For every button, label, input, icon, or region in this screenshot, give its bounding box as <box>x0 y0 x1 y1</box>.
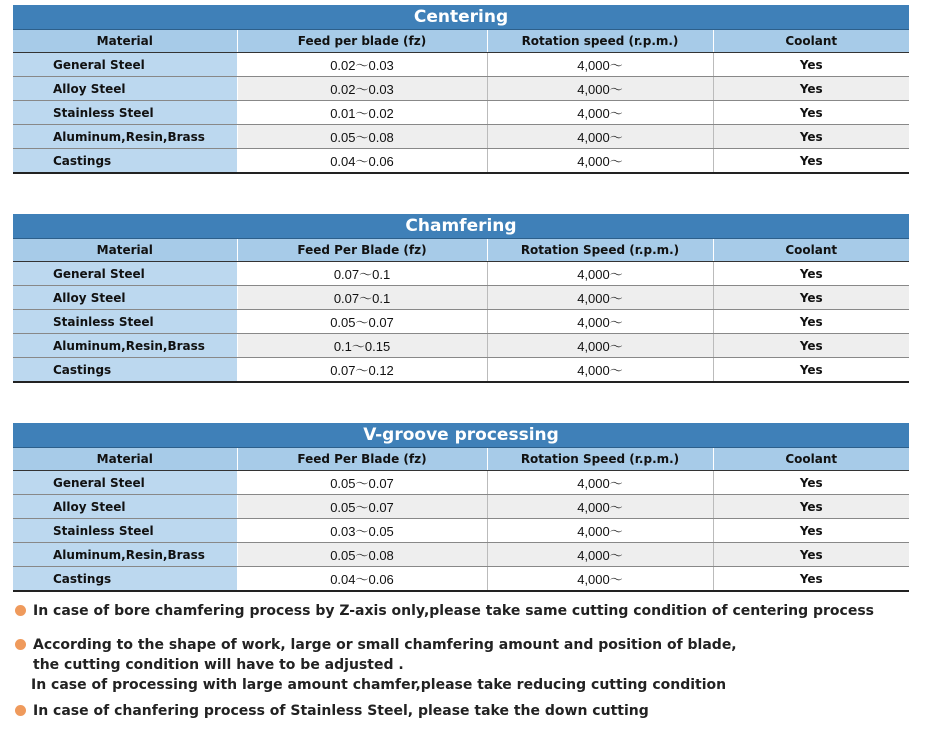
note-line: In case of bore chamfering process by Z-axis only,please take same cutting condition of centering process <box>33 603 874 619</box>
speed-cell: 4,000〜 <box>487 286 713 310</box>
header-row <box>13 30 909 53</box>
table-row <box>13 101 909 125</box>
speed-cell: 4,000〜 <box>487 262 713 286</box>
bullet-dot-icon <box>15 705 26 716</box>
material-cell: Alloy Steel <box>13 495 237 519</box>
table-row <box>13 310 909 334</box>
speed-cell: 4,000〜 <box>487 77 713 101</box>
material-cell: Castings <box>13 567 237 592</box>
coolant-cell: Yes <box>713 53 909 77</box>
material-cell: Stainless Steel <box>13 519 237 543</box>
coolant-cell: Yes <box>713 567 909 592</box>
material-header: Material <box>13 239 237 262</box>
speed-cell: 4,000〜 <box>487 101 713 125</box>
table-row <box>13 334 909 358</box>
material-header: Material <box>13 30 237 53</box>
material-cell: Alloy Steel <box>13 286 237 310</box>
coolant-cell: Yes <box>713 471 909 495</box>
table-row <box>13 519 909 543</box>
table-title: V-groove processing <box>13 423 909 448</box>
material-cell: Stainless Steel <box>13 101 237 125</box>
feed-cell: 0.05〜0.07 <box>237 471 487 495</box>
conditions-table <box>13 448 909 592</box>
speed-cell: 4,000〜 <box>487 471 713 495</box>
feed-header: Feed Per Blade (fz) <box>237 448 487 471</box>
feed-cell: 0.01〜0.02 <box>237 101 487 125</box>
conditions-table <box>13 239 909 383</box>
speed-cell: 4,000〜 <box>487 125 713 149</box>
centering-table-block <box>13 5 909 174</box>
feed-cell: 0.04〜0.06 <box>237 149 487 174</box>
feed-cell: 0.05〜0.07 <box>237 310 487 334</box>
speed-cell: 4,000〜 <box>487 310 713 334</box>
table-row <box>13 567 909 592</box>
table-row <box>13 262 909 286</box>
feed-cell: 0.07〜0.1 <box>237 286 487 310</box>
note-item <box>15 601 915 621</box>
material-cell: Aluminum,Resin,Brass <box>13 334 237 358</box>
table-row <box>13 358 909 383</box>
speed-cell: 4,000〜 <box>487 334 713 358</box>
coolant-cell: Yes <box>713 101 909 125</box>
feed-cell: 0.1〜0.15 <box>237 334 487 358</box>
table-row <box>13 77 909 101</box>
feed-cell: 0.02〜0.03 <box>237 53 487 77</box>
feed-cell: 0.05〜0.07 <box>237 495 487 519</box>
header-row <box>13 239 909 262</box>
note-item <box>15 701 915 721</box>
material-cell: Aluminum,Resin,Brass <box>13 543 237 567</box>
material-cell: Castings <box>13 149 237 174</box>
feed-cell: 0.02〜0.03 <box>237 77 487 101</box>
chamfering-table-block <box>13 214 909 383</box>
coolant-header: Coolant <box>713 239 909 262</box>
coolant-cell: Yes <box>713 543 909 567</box>
table-row <box>13 53 909 77</box>
note-line: According to the shape of work, large or small chamfering amount and position of blade, <box>33 637 737 653</box>
coolant-cell: Yes <box>713 286 909 310</box>
table-row <box>13 471 909 495</box>
feed-cell: 0.07〜0.1 <box>237 262 487 286</box>
coolant-cell: Yes <box>713 334 909 358</box>
feed-header: Feed Per Blade (fz) <box>237 239 487 262</box>
table-row <box>13 286 909 310</box>
table-row <box>13 149 909 174</box>
conditions-table <box>13 30 909 174</box>
table-title: Centering <box>13 5 909 30</box>
material-header: Material <box>13 448 237 471</box>
speed-cell: 4,000〜 <box>487 567 713 592</box>
bullet-dot-icon <box>15 639 26 650</box>
feed-cell: 0.04〜0.06 <box>237 567 487 592</box>
speed-cell: 4,000〜 <box>487 149 713 174</box>
coolant-cell: Yes <box>713 358 909 383</box>
bullet-dot-icon <box>15 605 26 616</box>
coolant-cell: Yes <box>713 519 909 543</box>
coolant-header: Coolant <box>713 448 909 471</box>
material-cell: Stainless Steel <box>13 310 237 334</box>
feed-cell: 0.05〜0.08 <box>237 543 487 567</box>
speed-header: Rotation Speed (r.p.m.) <box>487 239 713 262</box>
material-cell: Castings <box>13 358 237 383</box>
speed-cell: 4,000〜 <box>487 543 713 567</box>
speed-cell: 4,000〜 <box>487 519 713 543</box>
speed-header: Rotation Speed (r.p.m.) <box>487 448 713 471</box>
coolant-cell: Yes <box>713 310 909 334</box>
material-cell: Alloy Steel <box>13 77 237 101</box>
speed-header: Rotation speed (r.p.m.) <box>487 30 713 53</box>
feed-cell: 0.05〜0.08 <box>237 125 487 149</box>
v-groove-table-block <box>13 423 909 592</box>
material-cell: General Steel <box>13 262 237 286</box>
notes-section <box>15 601 915 721</box>
material-cell: General Steel <box>13 53 237 77</box>
coolant-cell: Yes <box>713 125 909 149</box>
coolant-cell: Yes <box>713 149 909 174</box>
note-line: the cutting condition will have to be adjusted . <box>33 657 404 673</box>
table-row <box>13 125 909 149</box>
feed-cell: 0.03〜0.05 <box>237 519 487 543</box>
header-row <box>13 448 909 471</box>
coolant-cell: Yes <box>713 262 909 286</box>
feed-header: Feed per blade (fz) <box>237 30 487 53</box>
coolant-header: Coolant <box>713 30 909 53</box>
table-row <box>13 495 909 519</box>
material-cell: Aluminum,Resin,Brass <box>13 125 237 149</box>
note-line: In case of chanfering process of Stainless Steel, please take the down cutting <box>33 703 649 719</box>
note-line: In case of processing with large amount chamfer,please take reducing cutting condition <box>31 677 727 693</box>
coolant-cell: Yes <box>713 77 909 101</box>
table-row <box>13 543 909 567</box>
speed-cell: 4,000〜 <box>487 495 713 519</box>
coolant-cell: Yes <box>713 495 909 519</box>
feed-cell: 0.07〜0.12 <box>237 358 487 383</box>
material-cell: General Steel <box>13 471 237 495</box>
note-item <box>15 635 915 695</box>
table-title: Chamfering <box>13 214 909 239</box>
speed-cell: 4,000〜 <box>487 53 713 77</box>
speed-cell: 4,000〜 <box>487 358 713 383</box>
